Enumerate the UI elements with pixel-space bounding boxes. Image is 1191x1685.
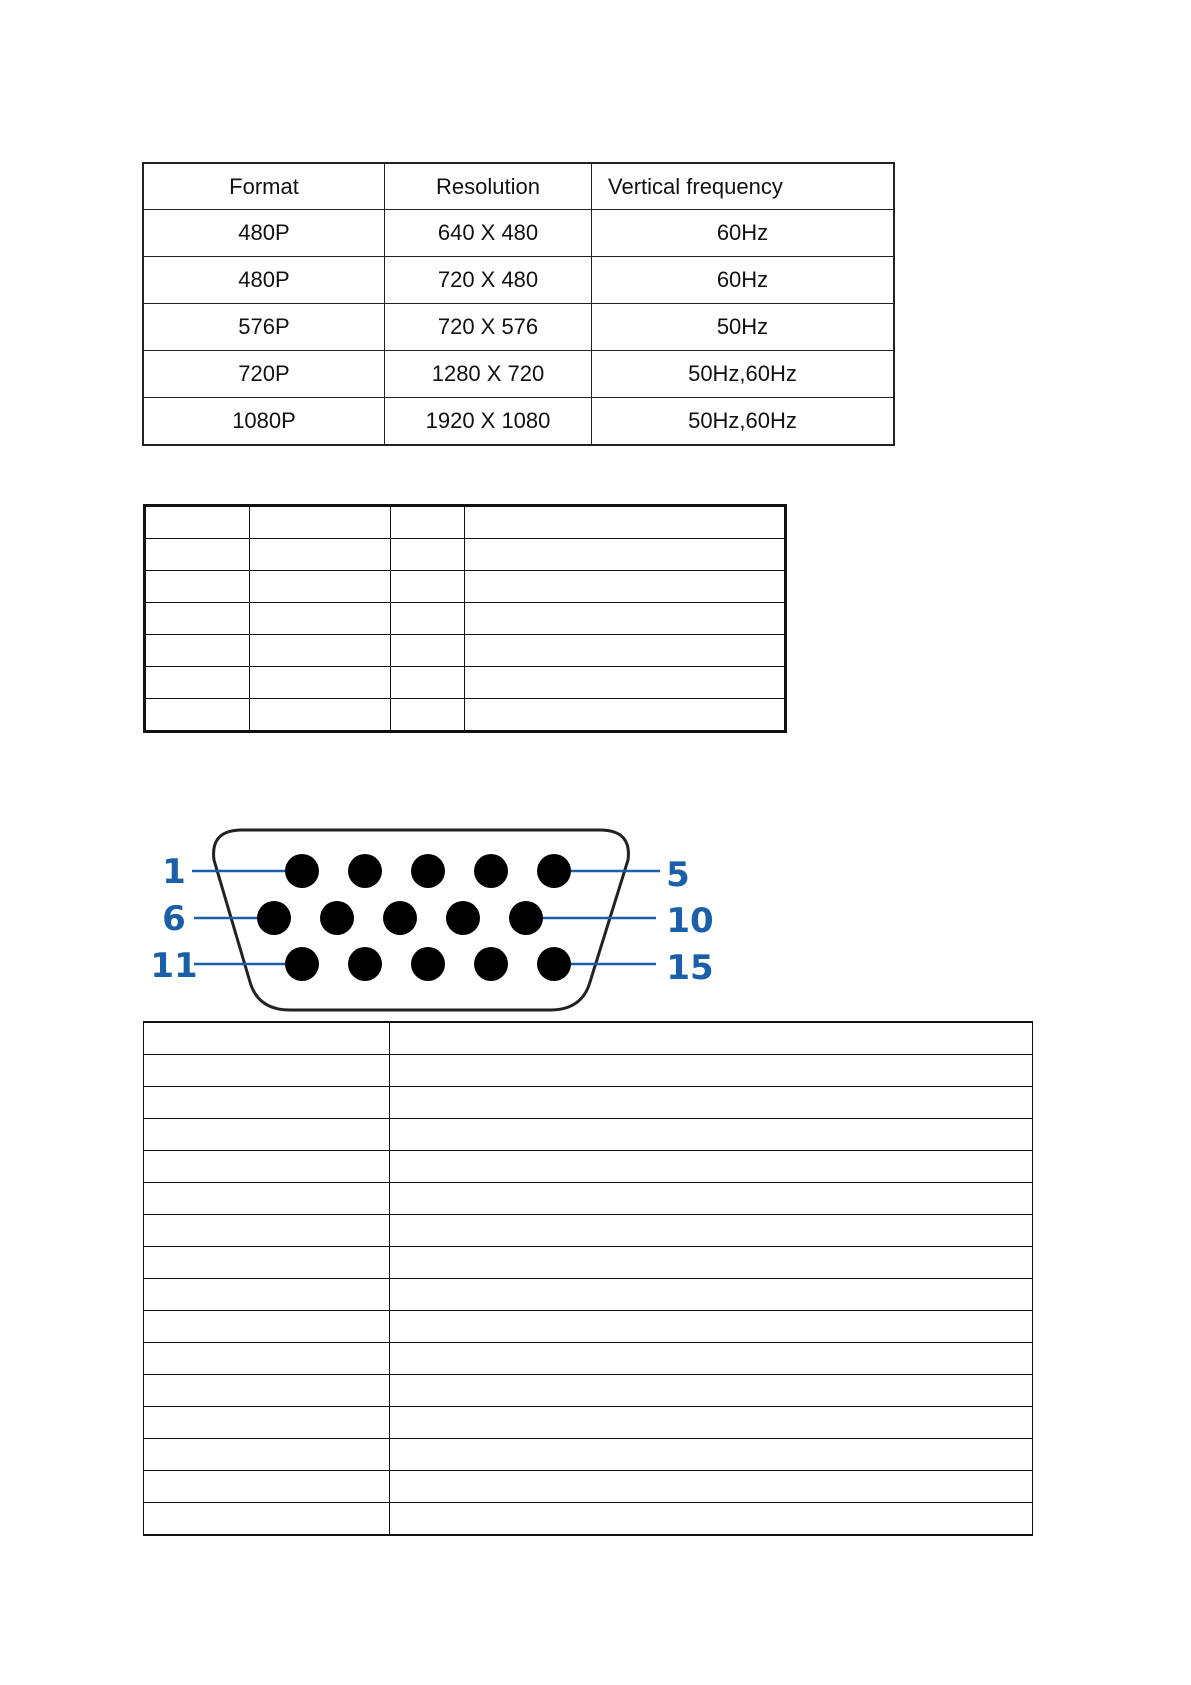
format-cell: 576P [143, 304, 385, 351]
table-row [143, 210, 894, 257]
frequency-cell: 60Hz [592, 210, 895, 257]
table-cell [391, 699, 465, 732]
empty-grid-table [143, 504, 787, 733]
format-table-header-row [143, 163, 894, 210]
table-cell [144, 1119, 390, 1151]
table-row [144, 1439, 1033, 1471]
table-cell [144, 1471, 390, 1503]
table-cell [145, 699, 250, 732]
table-cell [390, 1119, 1033, 1151]
pin-4 [474, 854, 508, 888]
pin-7 [320, 901, 354, 935]
table-cell [391, 667, 465, 699]
table-row [145, 699, 786, 732]
table-cell [144, 1055, 390, 1087]
table-row [145, 539, 786, 571]
table-cell [144, 1215, 390, 1247]
pin-5 [537, 854, 571, 888]
table-row [144, 1055, 1033, 1087]
table-cell [390, 1087, 1033, 1119]
table-cell [390, 1151, 1033, 1183]
table-row [143, 398, 894, 446]
table-cell [144, 1439, 390, 1471]
table-row [144, 1343, 1033, 1375]
header-format: Format [143, 163, 385, 210]
table-cell [144, 1311, 390, 1343]
table-row [144, 1471, 1033, 1503]
table-row [144, 1407, 1033, 1439]
table-cell [145, 571, 250, 603]
pin-label-6: 6 [162, 899, 186, 939]
table-cell [390, 1215, 1033, 1247]
pin-label-5: 5 [666, 855, 690, 895]
table-cell [390, 1247, 1033, 1279]
table-cell [250, 571, 391, 603]
table-row [144, 1503, 1033, 1536]
table-cell [465, 667, 786, 699]
table-cell [465, 635, 786, 667]
table-cell [144, 1247, 390, 1279]
resolution-cell: 720 X 480 [385, 257, 592, 304]
format-cell: 480P [143, 210, 385, 257]
table-cell [465, 539, 786, 571]
table-cell [390, 1183, 1033, 1215]
resolution-cell: 640 X 480 [385, 210, 592, 257]
frequency-cell: 60Hz [592, 257, 895, 304]
format-cell: 1080P [143, 398, 385, 446]
table-cell [465, 506, 786, 539]
table-cell [390, 1311, 1033, 1343]
table-cell [144, 1375, 390, 1407]
table-cell [465, 603, 786, 635]
table-cell [390, 1471, 1033, 1503]
pin-9 [446, 901, 480, 935]
table-cell [144, 1407, 390, 1439]
table-cell [390, 1022, 1033, 1055]
table-row [144, 1183, 1033, 1215]
pin-1 [285, 854, 319, 888]
table-cell [391, 506, 465, 539]
table-cell [144, 1151, 390, 1183]
table-cell [250, 699, 391, 732]
table-cell [390, 1407, 1033, 1439]
frequency-cell: 50Hz,60Hz [592, 351, 895, 398]
table-cell [144, 1343, 390, 1375]
pin-assignment-table [143, 1021, 1033, 1536]
pin-14 [474, 947, 508, 981]
table-cell [144, 1022, 390, 1055]
table-row [144, 1375, 1033, 1407]
table-cell [145, 667, 250, 699]
table-cell [390, 1503, 1033, 1536]
table-cell [144, 1279, 390, 1311]
header-vertical-frequency: Vertical frequency [592, 163, 895, 210]
table-cell [391, 635, 465, 667]
table-row [144, 1247, 1033, 1279]
resolution-cell: 720 X 576 [385, 304, 592, 351]
video-format-table [142, 162, 895, 446]
header-resolution: Resolution [385, 163, 592, 210]
table-cell [391, 603, 465, 635]
table-row [145, 571, 786, 603]
pin-label-1: 1 [162, 852, 186, 892]
frequency-cell: 50Hz,60Hz [592, 398, 895, 446]
table-cell [390, 1439, 1033, 1471]
pin-15 [537, 947, 571, 981]
pin-label-10: 10 [666, 901, 714, 941]
table-cell [250, 506, 391, 539]
table-row [143, 351, 894, 398]
table-row [144, 1087, 1033, 1119]
table-cell [391, 571, 465, 603]
pin-13 [411, 947, 445, 981]
table-cell [145, 506, 250, 539]
table-cell [390, 1343, 1033, 1375]
pin-3 [411, 854, 445, 888]
table-cell [250, 603, 391, 635]
format-cell: 720P [143, 351, 385, 398]
pin-label-15: 15 [666, 948, 714, 988]
table-cell [390, 1279, 1033, 1311]
resolution-cell: 1280 X 720 [385, 351, 592, 398]
table-cell [390, 1055, 1033, 1087]
table-row [144, 1022, 1033, 1055]
pin-12 [348, 947, 382, 981]
resolution-cell: 1920 X 1080 [385, 398, 592, 446]
table-cell [250, 635, 391, 667]
pin-6 [257, 901, 291, 935]
pin-8 [383, 901, 417, 935]
table-row [143, 304, 894, 351]
table-cell [250, 667, 391, 699]
vga-connector-diagram [150, 826, 720, 1016]
table-cell [250, 539, 391, 571]
table-row [144, 1311, 1033, 1343]
table-cell [145, 635, 250, 667]
pin-10 [509, 901, 543, 935]
table-row [145, 667, 786, 699]
table-cell [145, 539, 250, 571]
table-cell [144, 1087, 390, 1119]
frequency-cell: 50Hz [592, 304, 895, 351]
table-cell [465, 571, 786, 603]
table-row [145, 603, 786, 635]
table-cell [390, 1375, 1033, 1407]
table-row [145, 506, 786, 539]
table-cell [391, 539, 465, 571]
pin-label-11: 11 [150, 946, 198, 986]
pin-2 [348, 854, 382, 888]
table-row [144, 1119, 1033, 1151]
format-cell: 480P [143, 257, 385, 304]
table-row [143, 257, 894, 304]
table-cell [144, 1183, 390, 1215]
table-row [144, 1279, 1033, 1311]
table-cell [144, 1503, 390, 1536]
table-row [145, 635, 786, 667]
table-cell [145, 603, 250, 635]
table-row [144, 1215, 1033, 1247]
pin-11 [285, 947, 319, 981]
table-cell [465, 699, 786, 732]
table-row [144, 1151, 1033, 1183]
